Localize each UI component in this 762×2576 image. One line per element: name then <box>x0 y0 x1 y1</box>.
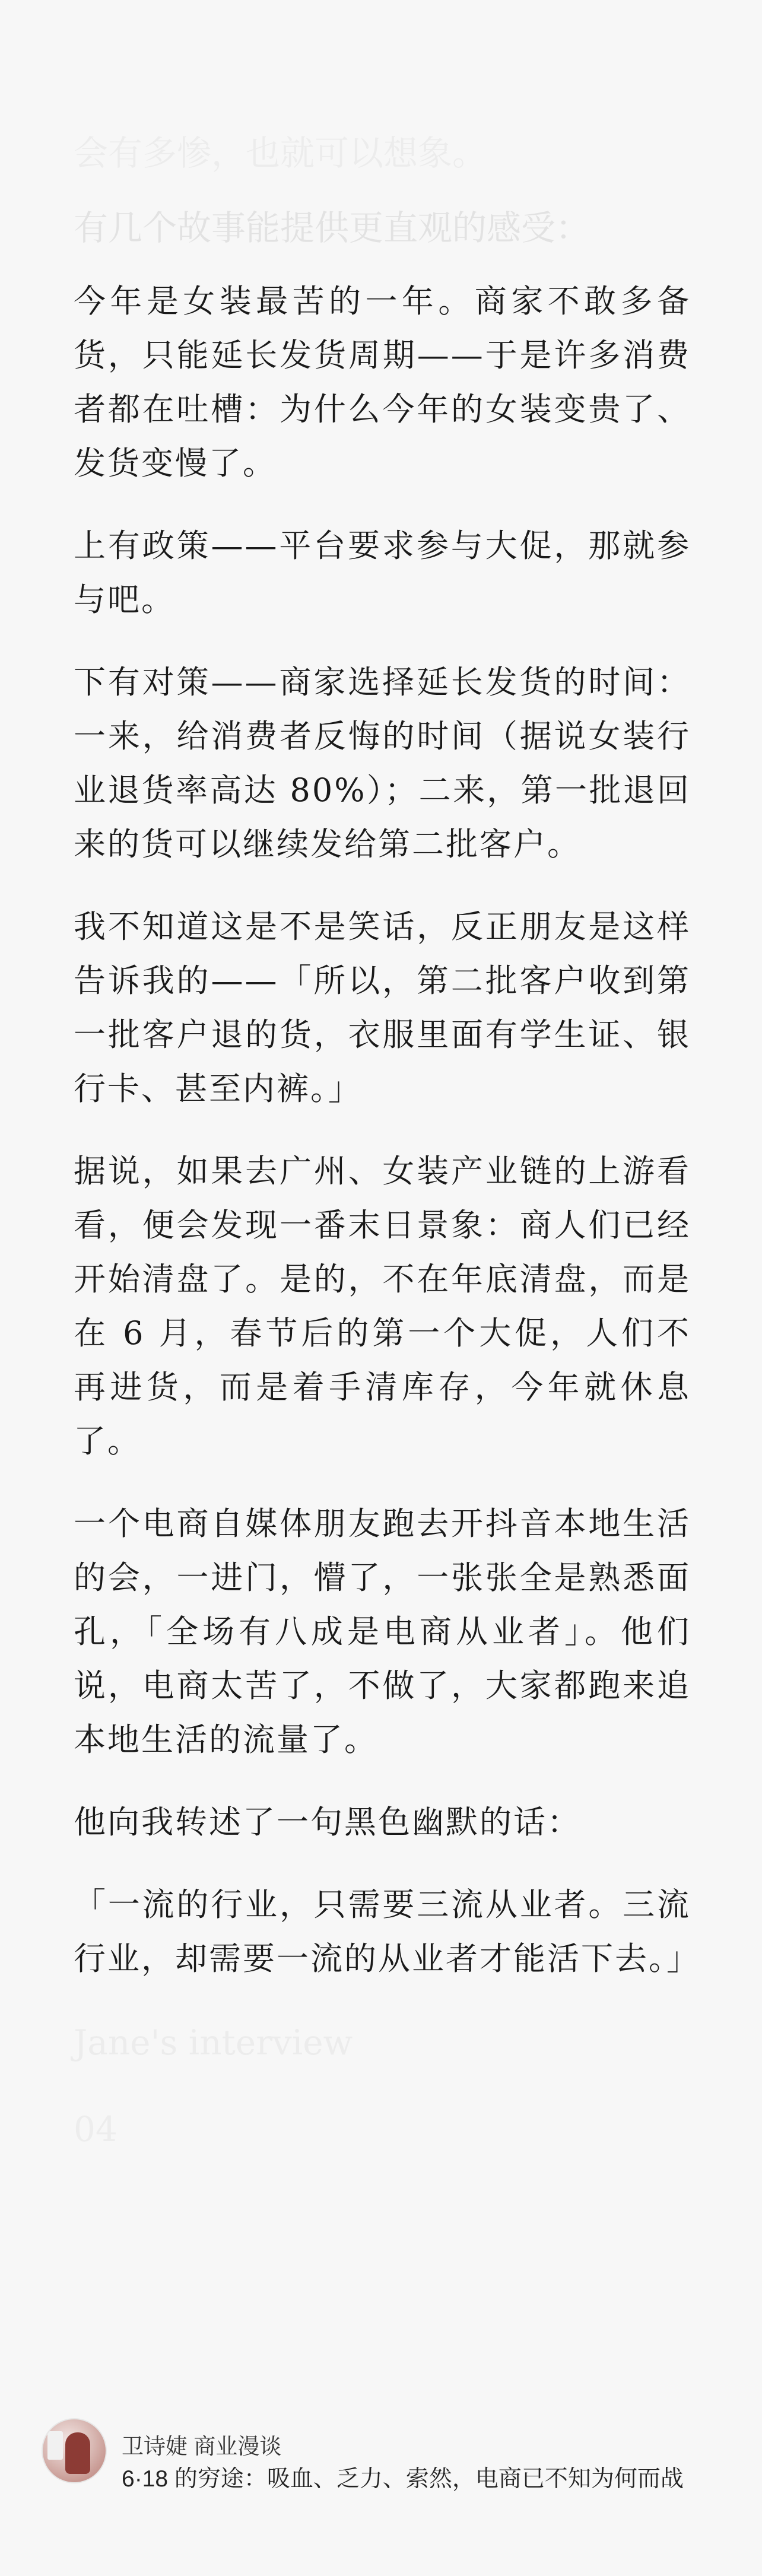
faded-text-top-1: 会有多惨，也就可以想象。 <box>74 133 487 173</box>
author-avatar[interactable] <box>42 2418 107 2483</box>
author-name[interactable]: 卫诗婕 商业漫谈 <box>122 2434 282 2459</box>
paragraph-3: 下有对策——商家选择延长发货的时间：一来，给消费者反悔的时间（据说女装行业退货率高达 80%）；二来，第一批退回来的货可以继续发给第二批客户。 <box>74 663 691 863</box>
paragraph-5: 据说，如果去广州、女装产业链的上游看看，便会发现一番末日景象：商人们已经开始清盘了。是的，不在年底清盘，而是在 6 月，春节后的第一个大促，人们不再进货，而是着手清库存，今年就休息了。 <box>74 1152 691 1460</box>
faded-section-number: 04 <box>74 2109 118 2149</box>
faded-section-title: Jane's interview <box>74 2022 353 2063</box>
paragraph-6: 一个电商自媒体朋友跑去开抖音本地生活的会，一进门，懵了，一张张全是熟悉面孔，「全场有八成是电商从业者」。他们说，电商太苦了，不做了，大家都跑来追本地生活的流量了。 <box>74 1505 691 1758</box>
faded-text-top-2: 有几个故事能提供更直观的感受： <box>74 208 590 248</box>
paragraph-4: 我不知道这是不是笑话，反正朋友是这样告诉我的——「所以，第二批客户收到第一批客户退的货，衣服里面有学生证、银行卡、甚至内裤。」 <box>74 908 691 1107</box>
paragraph-1: 今年是女装最苦的一年。商家不敢多备货，只能延长发货周期——于是许多消费者都在吐槽：为什么今年的女装变贵了、发货变慢了。 <box>74 282 691 482</box>
avatar-decoration <box>47 2431 63 2460</box>
article-title[interactable]: 6·18 的穷途：吸血、乏力、索然，电商已不知为何而战 <box>122 2466 684 2492</box>
paragraph-8-quote: 「一流的行业，只需要三流从业者。三流行业，却需要一流的从业者才能活下去。」 <box>74 1886 700 1977</box>
article-source-card[interactable] <box>0 2403 762 2576</box>
paragraph-2: 上有政策——平台要求参与大促，那就参与吧。 <box>74 527 691 618</box>
avatar-figure <box>65 2432 90 2474</box>
paragraph-7: 他向我转述了一句黑色幽默的话： <box>74 1803 581 1841</box>
article-body <box>74 125 700 2158</box>
